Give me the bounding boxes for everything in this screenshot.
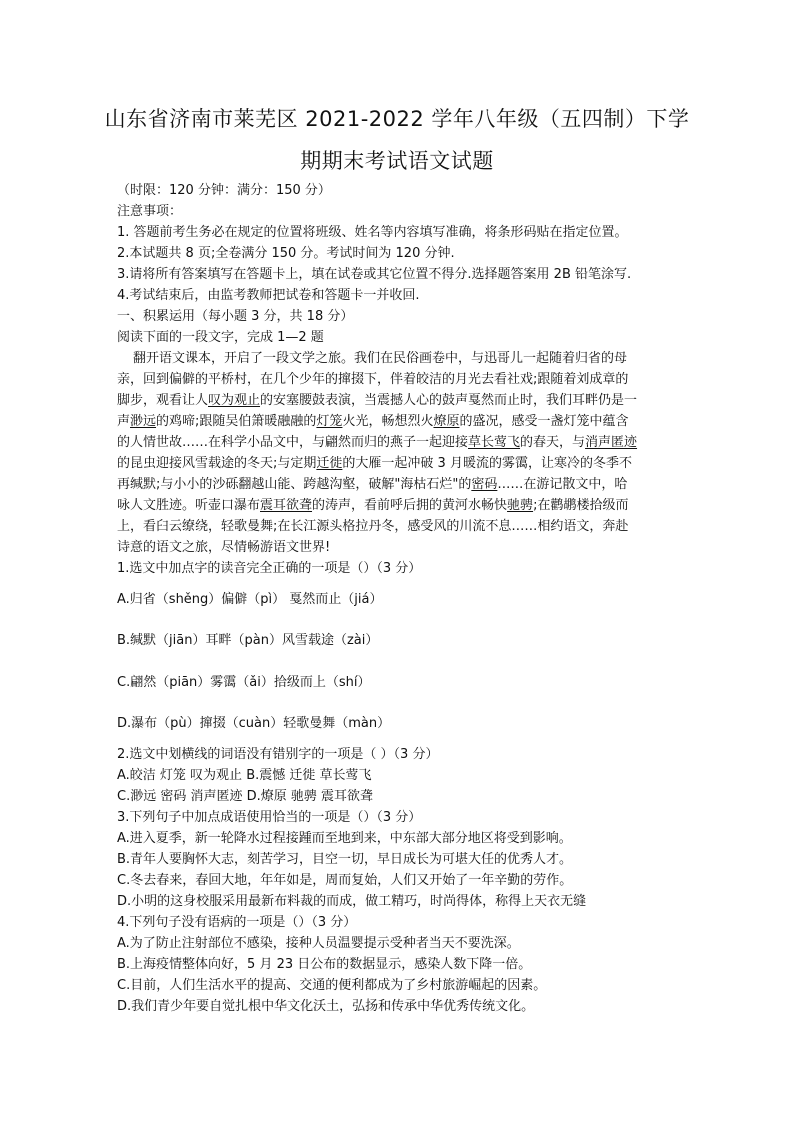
question-3-option-a: A.进入夏季，新一轮降水过程接踵而至地到来，中东部大部分地区将受到影响。: [117, 831, 572, 846]
question-2-options-ab: A.皎洁 灯笼 叹为观止 B.震憾 迁徙 草长莺飞: [117, 768, 372, 783]
passage-text: ;在鹳鹕楼拾级而: [533, 498, 629, 513]
passage-text: 的人情世故……在科学小品文中，与翩然而归的燕子一起迎接: [117, 435, 469, 450]
question-1-option-c: C.翩然（piān）雾霭（ǎi）拾级而上（shí）: [117, 675, 371, 690]
passage-text: 的鸡啼;跟随吴伯箫暖融融的: [156, 414, 317, 429]
underlined-word: 驰骋: [507, 498, 534, 513]
passage-text: ……在游记散文中，哈: [497, 477, 628, 492]
underlined-word: 渺远: [130, 414, 157, 429]
exam-title-line-1: 山东省济南市莱芜区 2021-2022 学年八年级（五四制）下学: [104, 107, 690, 131]
passage-text: 的盛况，感受一盏灯笼中蕴含: [459, 414, 629, 429]
question-4-option-b: B.上海疫情整体向好，5 月 23 日公布的数据显示，感染人数下降一倍。: [117, 957, 532, 972]
passage-line-1: 翻开语文课本，开启了一段文学之旅。我们在民俗画卷中，与迅哥儿一起随着归省的母: [133, 351, 628, 366]
passage-text: 的大雁一起冲破 3 月暖流的雾霭，让寒冷的冬季不: [342, 456, 632, 471]
notice-item-3: 3.请将所有答案填写在答题卡上，填在试卷或其它位置不得分.选择题答案用 2B 铅笔涂写.: [117, 267, 632, 282]
underlined-word: 灯笼: [316, 414, 343, 429]
question-1-option-d: D.瀑布（pù）撺掇（cuàn）轻歌曼舞（màn）: [117, 716, 391, 731]
section-heading: 一、积累运用（每小题 3 分，共 18 分）: [117, 309, 354, 324]
underlined-word: 迁徙: [316, 456, 343, 471]
underlined-word: 密码: [471, 477, 498, 492]
passage-line-6: [117, 453, 682, 474]
passage-text: 再缄默;与小小的沙砾翻越山能、跨越沟壑，破解"海枯石烂"的: [117, 477, 472, 492]
question-3-option-b: B.青年人要胸怀大志，刻苦学习，目空一切，早日成长为可堪大任的优秀人才。: [117, 852, 573, 867]
exam-meta: （时限：120 分钟：满分：150 分）: [117, 183, 331, 198]
passage-line-7: [117, 474, 682, 495]
passage-line-4: [117, 411, 682, 432]
question-3-stem: 3.下列句子中加点成语使用恰当的一项是（）（3 分）: [117, 810, 422, 825]
passage-line-3: [117, 390, 682, 411]
question-2-stem: 2.选文中划横线的词语没有错别字的一项是（ ）（3 分）: [117, 747, 439, 762]
passage-text: 的春天，与: [520, 435, 586, 450]
question-4-stem: 4.下列句子没有语病的一项是（）（3 分）: [117, 915, 357, 930]
passage-text: 的涛声，看前呼后拥的黄河水畅快: [312, 498, 508, 513]
section-instruction: 阅读下面的一段文字，完成 1—2 题: [117, 330, 324, 345]
question-1-option-a: A.归省（shěng）偏僻（pì） 戛然而止（jiá）: [117, 592, 383, 607]
passage-line-5: [117, 432, 682, 453]
passage-line-8: [117, 495, 682, 516]
exam-title-line-2: 期期末考试语文试题: [300, 149, 494, 173]
passage-text: 声: [117, 414, 131, 429]
question-2-options-cd: C.渺远 密码 消声匿迹 D.燎原 驰骋 震耳欲聋: [117, 789, 374, 804]
notice-item-4: 4.考试结束后，由监考教师把试卷和答题卡一并收回.: [117, 288, 420, 303]
question-4-option-d: D.我们青少年要自觉扎根中华文化沃土，弘扬和传承中华优秀传统文化。: [117, 999, 535, 1014]
underlined-word: 消声匿迹: [585, 435, 638, 450]
passage-text: 火光，畅想烈火: [342, 414, 434, 429]
passage-text: 的安塞腰鼓表演，当震撼人心的鼓声戛然而止时，我们耳畔仍是一: [260, 393, 638, 408]
passage-line-2: 亲，回到偏僻的平桥村，在几个少年的撺掇下，伴着皎洁的月光去看社戏;跟随着刘成章的: [117, 372, 629, 387]
underlined-word: 草长莺飞: [468, 435, 521, 450]
question-4-option-a: A.为了防止注射部位不感染，接种人员温婴提示受种者当天不要洗深。: [117, 936, 520, 951]
notice-heading: 注意事项：: [117, 204, 183, 219]
passage-line-10: 诗意的语文之旅，尽情畅游语文世界!: [117, 540, 331, 555]
underlined-word: 震耳欲聋: [260, 498, 313, 513]
notice-item-2: 2.本试题共 8 页;全卷满分 150 分。考试时间为 120 分钟.: [117, 246, 455, 261]
question-1-option-b: B.缄默（jiān）耳畔（pàn）风雪载途（zài）: [117, 633, 379, 648]
underlined-word: 燎原: [433, 414, 460, 429]
underlined-word: 叹为观止: [208, 393, 261, 408]
passage-text: 的昆虫迎接风雪载途的冬天;与定期: [117, 456, 317, 471]
passage-text: 脚步，观看让人: [117, 393, 209, 408]
question-1-stem: 1.选文中加点字的读音完全正确的一项是（）（3 分）: [117, 561, 422, 576]
notice-item-1: 1. 答题前考生务必在规定的位置将班级、姓名等内容填写准确，将条形码贴在指定位置。: [117, 225, 628, 240]
question-3-option-d: D.小明的这身校服采用最新布料裁的而成，做工精巧，时尚得体，称得上天衣无缝: [117, 894, 587, 909]
passage-text: 咏人文胜迹。听壶口瀑布: [117, 498, 261, 513]
passage-line-9: 上，看臼云缭绕，轻歌曼舞;在长江源头格拉丹冬，感受风的川流不息……相约语文，奔赴: [117, 519, 629, 534]
question-4-option-c: C.目前，人们生活水平的提高、交通的便利都成为了乡村旅游崛起的因素。: [117, 978, 547, 993]
question-3-option-c: C.冬去春来，春回大地，年年如是，周而复始，人们又开始了一年辛勤的劳作。: [117, 873, 573, 888]
